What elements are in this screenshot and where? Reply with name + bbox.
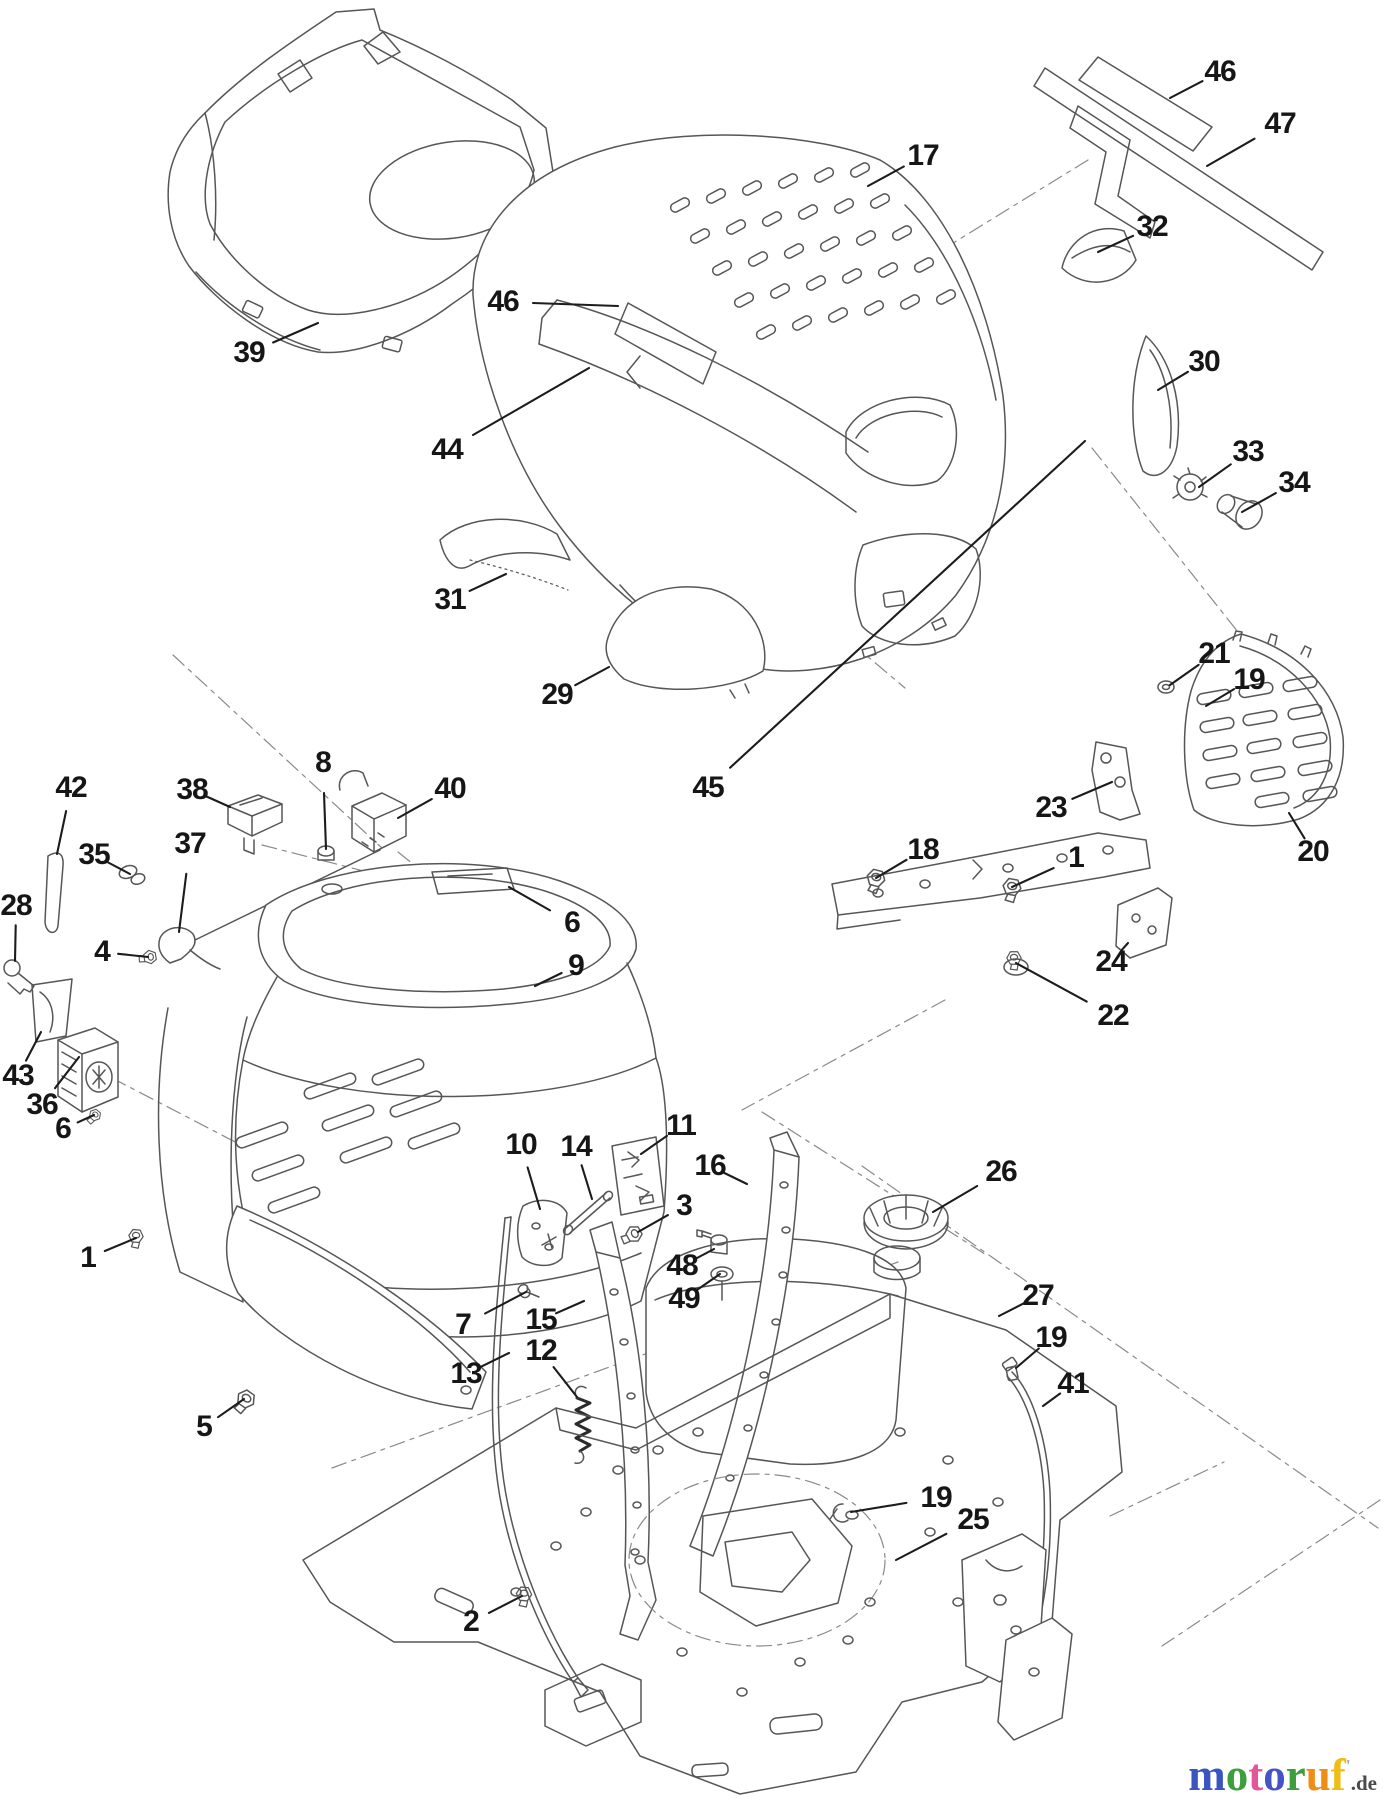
logo-letter: o [1225,1750,1249,1800]
logo-letter: o [1263,1750,1286,1800]
logo-letter: u [1305,1750,1331,1800]
leader-line-12 [554,1367,577,1397]
callout-23-16: 23 [1035,791,1067,824]
part-19-clip-lower [830,1504,858,1522]
callout-30-5: 30 [1188,345,1220,378]
part-32-scoop [1062,229,1136,282]
part-36-ignition-module [58,1028,118,1112]
callout-11-34: 11 [666,1109,696,1142]
leader-line-29 [575,667,609,685]
callout-37-26: 37 [174,827,206,860]
logo-letter: f [1330,1750,1346,1800]
callout-26-39: 26 [985,1155,1017,1188]
callout-16-37: 16 [694,1149,726,1182]
part-47-long-decal-strip [1034,68,1323,270]
callout-17-3: 17 [907,139,939,172]
callout-25-53: 25 [957,1503,989,1536]
callout-39-0: 39 [233,336,265,369]
callout-21-13: 21 [1198,637,1230,670]
leader-line-5 [218,1399,244,1417]
leader-line-37 [179,874,186,932]
callout-32-4: 32 [1136,210,1168,243]
callout-27-42: 27 [1022,1279,1054,1312]
callout-33-11: 33 [1232,435,1264,468]
leader-line-25 [896,1534,946,1560]
callout-42-21: 42 [55,771,87,804]
leader-line-28 [15,925,16,961]
leader-line-46 [1170,81,1203,98]
callout-1-43: 1 [80,1241,96,1274]
watermark-tick: ' [1345,1756,1351,1776]
callout-28-27: 28 [0,889,32,922]
part-22-bumper-bar [832,833,1150,929]
callout-6-33: 6 [55,1112,71,1145]
part-40-relay [339,771,406,852]
callout-19-48: 19 [1035,1321,1067,1354]
callout-24-19: 24 [1095,945,1127,978]
callout-12-47: 12 [525,1334,557,1367]
callout-5-50: 5 [196,1410,212,1443]
leader-line-27 [999,1303,1024,1316]
leader-line-16 [724,1173,747,1184]
leader-line-19 [851,1503,906,1512]
logo-letter: t [1248,1750,1264,1800]
callout-29-9: 29 [541,678,573,711]
leader-line-1 [105,1238,136,1251]
callout-47-2: 47 [1264,107,1296,140]
part-34-knob [1214,491,1268,534]
callout-35-25: 35 [78,838,110,871]
leader-line-40 [398,799,432,818]
callout-43-31: 43 [2,1059,34,1092]
part-10-latch [518,1200,567,1265]
leader-line-8 [324,793,326,849]
leader-line-26 [933,1186,977,1212]
callout-49-41: 49 [668,1282,700,1315]
callout-14-36: 14 [560,1130,592,1163]
callout-4-28: 4 [94,935,110,968]
part-23-bracket [1092,742,1140,820]
callout-19-14: 19 [1233,663,1265,696]
callout-20-15: 20 [1297,835,1329,868]
callout-13-46: 13 [450,1357,482,1390]
leader-line-43 [26,1032,41,1061]
part-26-fuel-cap [864,1195,948,1249]
callout-7-44: 7 [455,1308,471,1341]
callout-40-24: 40 [434,772,466,805]
part-11-bracket [612,1137,664,1215]
callout-31-8: 31 [434,583,466,616]
callout-34-12: 34 [1278,466,1310,499]
leader-line-42 [57,811,66,854]
callout-15-45: 15 [525,1303,557,1336]
part-35-clip [117,863,146,886]
part-43-decal [32,979,72,1042]
leader-line-31 [470,574,506,591]
leader-line-33 [1199,464,1231,487]
leader-line-22 [1016,963,1087,1002]
logo-letter: m [1188,1750,1226,1800]
callout-45-10: 45 [692,771,724,804]
callout-22-20: 22 [1097,999,1129,1032]
callout-18-17: 18 [907,833,939,866]
leader-line-38 [207,797,230,808]
leader-line-47 [1207,139,1255,166]
callout-10-35: 10 [505,1128,537,1161]
part-31-scoop [440,519,570,590]
part-38-switch [228,795,282,854]
callout-2-51: 2 [463,1605,479,1638]
callout-44-7: 44 [431,433,463,466]
callout-8-23: 8 [315,746,331,779]
callout-46-1: 46 [1204,55,1236,88]
callout-46-6: 46 [487,285,519,318]
callout-36-32: 36 [26,1088,58,1121]
part-17-hood [473,135,1005,671]
watermark-suffix: .de [1350,1771,1377,1795]
leader-line-2 [489,1596,522,1613]
callout-19-52: 19 [920,1481,952,1514]
callout-6-29: 6 [564,906,580,939]
part-5-screw [230,1387,258,1416]
watermark-logo [1188,1750,1377,1800]
part-42-decal-strip [45,853,63,932]
part-28-key [4,960,34,994]
callout-1-18: 1 [1068,841,1084,874]
logo-letter: r [1285,1750,1306,1800]
callout-41-49: 41 [1057,1367,1089,1400]
callout-3-38: 3 [676,1189,692,1222]
callout-38-22: 38 [176,773,208,806]
watermark-word [1188,1750,1346,1800]
callout-9-30: 9 [568,949,584,982]
part-30-scoop [1133,336,1179,475]
leader-line-13 [481,1353,509,1367]
callout-48-40: 48 [666,1249,698,1282]
